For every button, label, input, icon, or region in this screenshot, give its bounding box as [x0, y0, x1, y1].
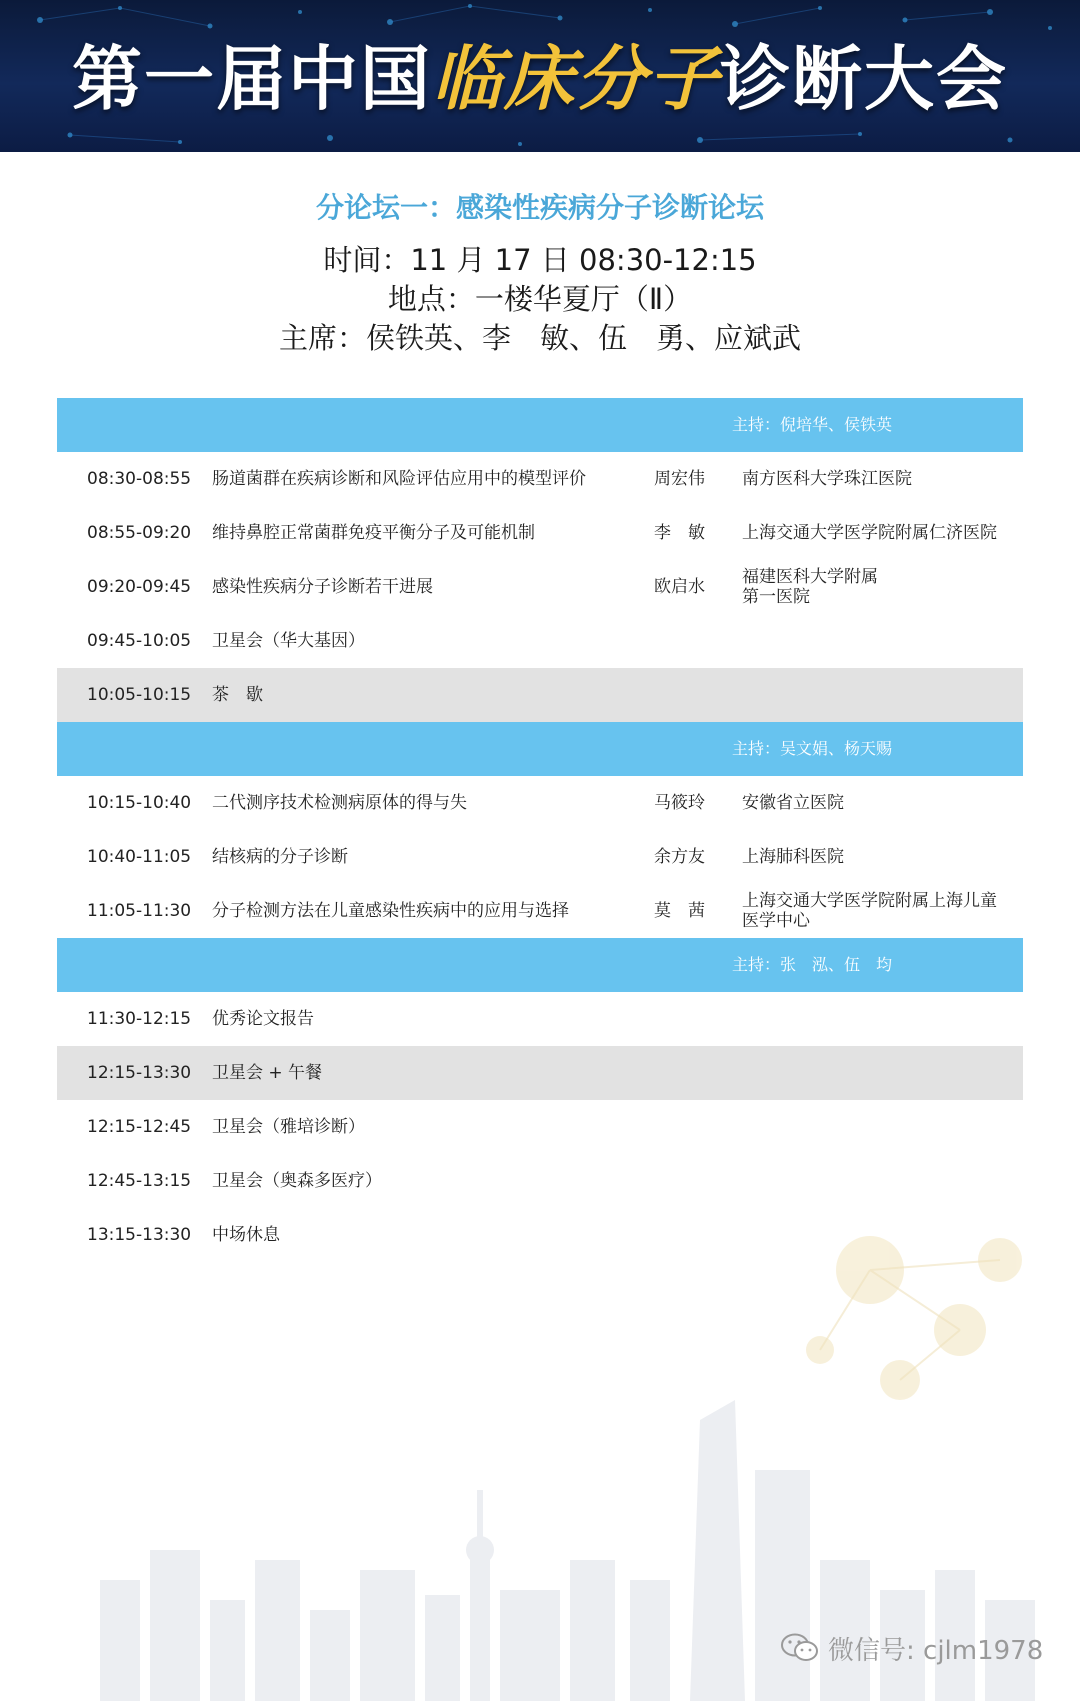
watermark-text: 微信号: cjlm1978 — [828, 1635, 1044, 1666]
session-topic: 卫星会（奥森多医疗） — [212, 1171, 382, 1191]
session-speaker: 欧启水 — [654, 577, 705, 597]
session-speaker: 马筱玲 — [654, 793, 705, 813]
forum-time: 时间：11 月 17 日 08:30-12:15 — [323, 243, 757, 277]
break-row — [57, 668, 1023, 722]
session-time: 12:15-13:30 — [87, 1063, 192, 1083]
host-row-1 — [57, 398, 1023, 452]
session-row — [57, 614, 1023, 668]
session-time: 09:45-10:05 — [87, 631, 192, 651]
session-topic: 中场休息 — [212, 1225, 280, 1245]
session-institution: 福建医科大学附属 第一医院 — [742, 567, 878, 607]
session-time: 10:15-10:40 — [87, 793, 192, 813]
session-row — [57, 506, 1023, 560]
session-speaker: 余方友 — [654, 847, 705, 867]
session-speaker: 周宏伟 — [654, 469, 705, 489]
session-time: 12:15-12:45 — [87, 1117, 192, 1137]
host-text-1: 主持：倪培华、侯铁英 — [732, 415, 893, 434]
session-topic: 维持鼻腔正常菌群免疫平衡分子及可能机制 — [212, 523, 535, 543]
session-time: 10:40-11:05 — [87, 847, 192, 867]
session-time: 11:30-12:15 — [87, 1009, 192, 1029]
session-topic: 卫星会 + 午餐 — [212, 1063, 323, 1083]
break-row — [57, 1046, 1023, 1100]
session-topic: 肠道菌群在疾病诊断和风险评估应用中的模型评价 — [212, 469, 586, 489]
session-time: 11:05-11:30 — [87, 901, 192, 921]
session-row — [57, 1208, 1023, 1262]
session-time: 13:15-13:30 — [87, 1225, 192, 1245]
session-institution: 上海肺科医院 — [742, 847, 844, 867]
wechat-watermark — [780, 1628, 1043, 1668]
conference-banner — [0, 0, 1080, 152]
host-text-3: 主持：张 泓、伍 均 — [732, 955, 893, 974]
session-row — [57, 992, 1023, 1046]
session-institution: 安徽省立医院 — [742, 793, 844, 813]
session-time: 08:30-08:55 — [87, 469, 192, 489]
banner-title — [0, 34, 1080, 124]
forum-title: 分论坛一：感染性疾病分子诊断论坛 — [315, 191, 764, 224]
session-row — [57, 884, 1023, 938]
session-time: 08:55-09:20 — [87, 523, 192, 543]
session-row — [57, 1154, 1023, 1208]
session-speaker: 莫 茜 — [654, 901, 705, 921]
session-topic: 感染性疾病分子诊断若干进展 — [212, 577, 433, 597]
session-topic: 结核病的分子诊断 — [212, 847, 348, 867]
session-row — [57, 830, 1023, 884]
session-institution: 上海交通大学医学院附属仁济医院 — [742, 523, 997, 543]
session-time: 10:05-10:15 — [87, 685, 192, 705]
banner-title-part2: 临床分子 — [432, 37, 720, 120]
session-topic: 优秀论文报告 — [212, 1009, 314, 1029]
session-row — [57, 452, 1023, 506]
session-institution: 上海交通大学医学院附属上海儿童 医学中心 — [742, 891, 997, 931]
forum-venue: 地点：一楼华夏厅（Ⅱ） — [387, 282, 693, 316]
session-institution: 南方医科大学珠江医院 — [742, 469, 912, 489]
session-topic: 分子检测方法在儿童感染性疾病中的应用与选择 — [212, 901, 569, 921]
host-row-2 — [57, 722, 1023, 776]
host-text-2: 主持：吴文娟、杨天赐 — [732, 739, 893, 758]
wechat-icon — [780, 1632, 820, 1664]
session-speaker: 李 敏 — [654, 523, 705, 543]
session-time: 09:20-09:45 — [87, 577, 192, 597]
session-topic: 卫星会（华大基因） — [212, 631, 365, 651]
session-row — [57, 776, 1023, 830]
forum-chairs: 主席：侯铁英、李 敏、伍 勇、应斌武 — [278, 321, 801, 355]
banner-title-part3: 诊断大会 — [720, 38, 1008, 120]
session-time: 12:45-13:15 — [87, 1171, 192, 1191]
banner-title-part1: 第一届中国 — [72, 38, 432, 120]
host-row-3 — [57, 938, 1023, 992]
session-topic: 茶 歇 — [212, 685, 263, 705]
session-topic: 二代测序技术检测病原体的得与失 — [212, 793, 467, 813]
session-row — [57, 1100, 1023, 1154]
session-topic: 卫星会（雅培诊断） — [212, 1117, 365, 1137]
schedule-table — [57, 398, 1023, 1262]
session-row — [57, 560, 1023, 614]
